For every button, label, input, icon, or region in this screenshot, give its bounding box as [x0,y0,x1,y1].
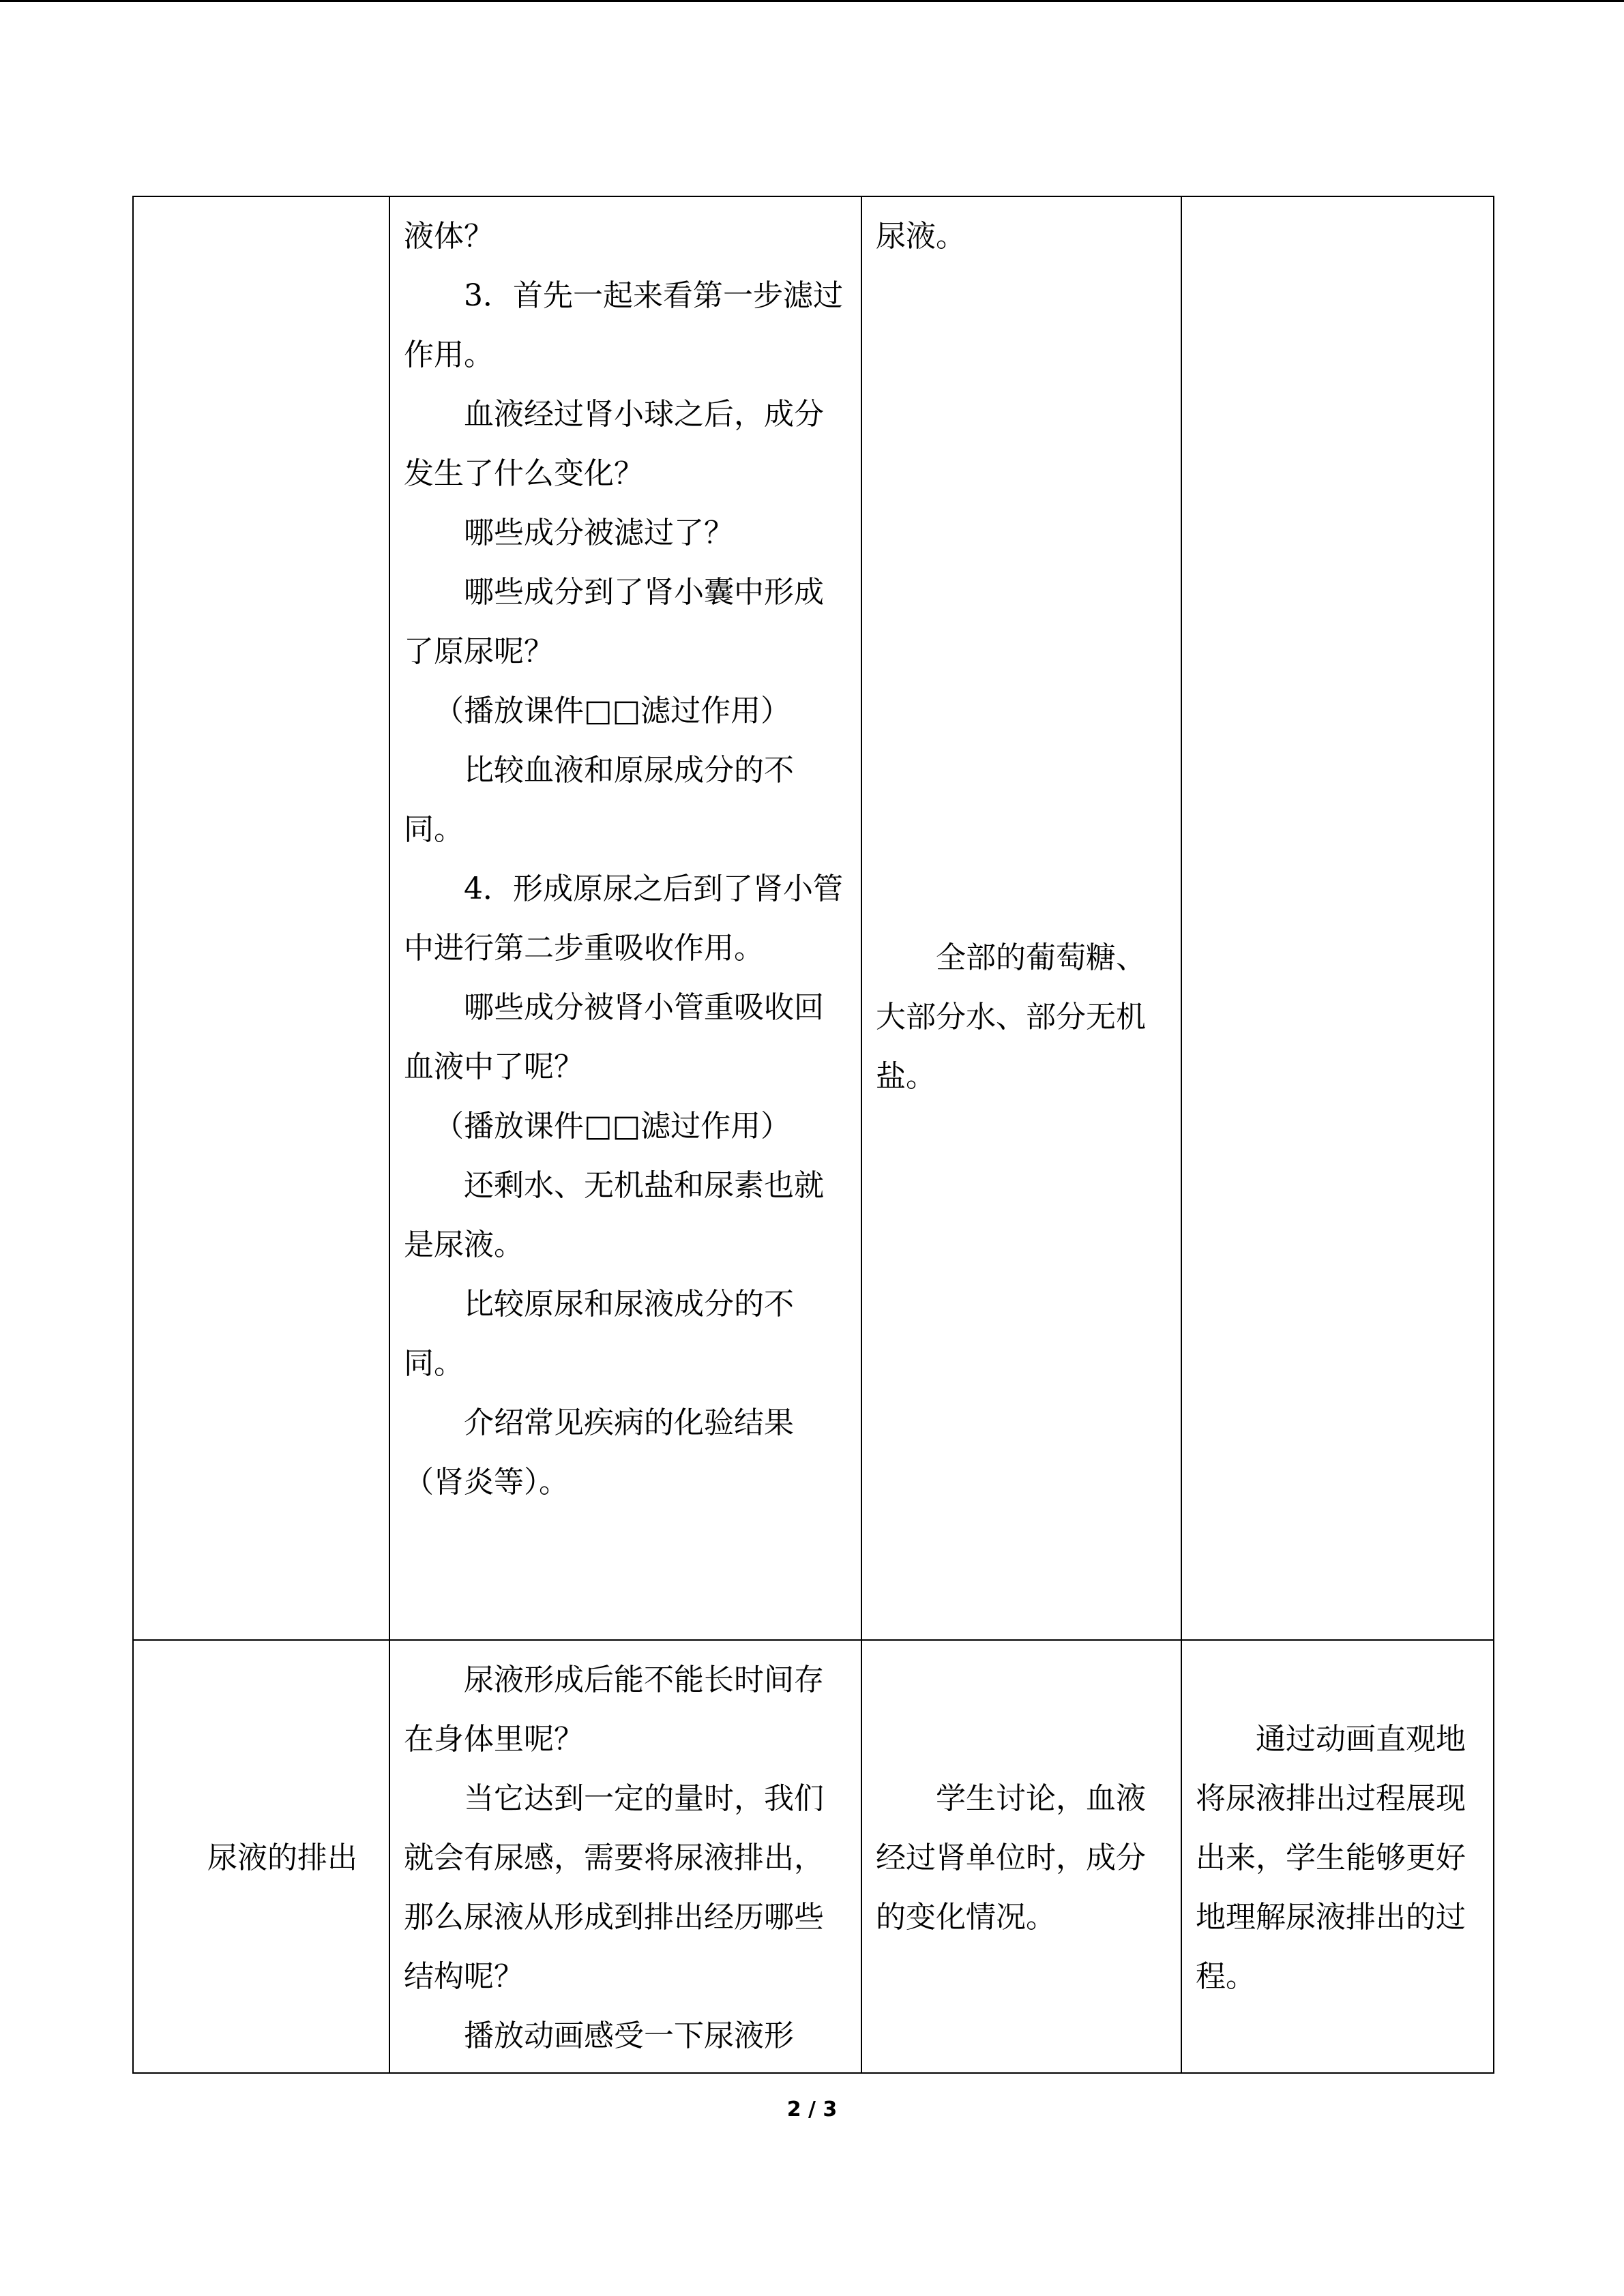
paragraph: 4．形成原尿之后到了肾小管中进行第二步重吸收作用。 [404,871,843,966]
teacher-activity-cell [389,1640,861,2073]
stage-title: 尿液的排出 [207,1840,357,1875]
paragraph: 哪些成分到了肾小囊中形成了原尿呢？ [404,575,824,669]
teacher-activity-text [404,207,847,1512]
teacher-activity-cell [389,196,861,1640]
paragraph: 尿液形成后能不能长时间存在身体里呢？ [404,1663,824,1757]
student-answer-urine: 尿液。 [876,219,966,254]
paragraph: 哪些成分被滤过了？ [464,516,734,550]
teacher-activity-text [404,1650,847,2066]
paragraph: 液体？ [404,219,494,254]
student-answer-reabsorption: 全部的葡萄糖、大部分水、部分无机盐。 [876,940,1146,1094]
paragraph: 介绍常见疾病的化验结果（肾炎等）。 [404,1405,794,1500]
paragraph: 哪些成分被肾小管重吸收回血液中了呢？ [404,990,824,1084]
lesson-plan-table [132,196,1494,2074]
paragraph: 还剩水、无机盐和尿素也就是尿液。 [404,1168,824,1262]
paragraph: 比较血液和原尿成分的不同。 [404,753,794,847]
table-row [133,196,1494,1640]
design-intent-cell [1181,196,1494,1640]
paragraph: 血液经过肾小球之后，成分发生了什么变化？ [404,397,824,491]
student-activity-cell [861,1640,1181,2073]
design-intent-text: 通过动画直观地将尿液排出过程展现出来，学生能够更好地理解尿液排出的过程。 [1196,1722,1466,1994]
page-top-border [0,0,1624,2]
stage-cell [133,196,389,1640]
paragraph: 播放动画感受一下尿液形 [464,2018,794,2053]
page-number: 2 / 3 [786,2098,838,2121]
design-intent-cell [1181,1640,1494,2073]
table-row [133,1640,1494,2073]
paragraph: （播放课件□□滤过作用） [434,1109,791,1144]
paragraph: 3．首先一起来看第一步滤过作用。 [404,278,843,372]
paragraph: （播放课件□□滤过作用） [434,694,791,728]
paragraph: 比较原尿和尿液成分的不同。 [404,1287,794,1381]
stage-cell [133,1640,389,2073]
student-activity-cell [861,196,1181,1640]
student-activity-text: 学生讨论，血液经过肾单位时，成分的变化情况。 [876,1781,1146,1935]
paragraph: 当它达到一定的量时，我们就会有尿感，需要将尿液排出，那么尿液从形成到排出经历哪些结构呢？ [404,1781,824,1994]
